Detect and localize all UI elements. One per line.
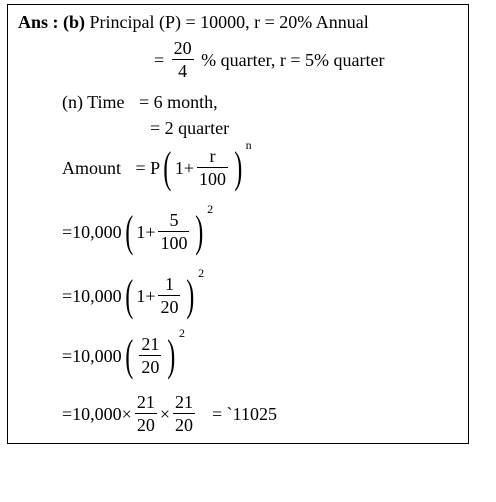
amount-label: Amount xyxy=(62,157,122,178)
amount-equals: = P xyxy=(135,157,161,178)
fraction-21-20-second xyxy=(173,391,195,436)
line-principal xyxy=(18,11,369,33)
line-step-3 xyxy=(62,326,185,380)
fraction-numerator: 21 xyxy=(136,392,155,412)
fraction-r-100 xyxy=(197,145,228,190)
fraction-denominator: 20 xyxy=(136,415,155,435)
time-value-months: = 6 month, xyxy=(139,92,218,112)
fraction-21-20 xyxy=(139,333,161,378)
line-time xyxy=(62,91,218,113)
step-prefix: =10,000 xyxy=(62,285,122,306)
fraction-denominator: 20 xyxy=(141,357,160,377)
exponent: 2 xyxy=(198,266,205,280)
solution-box xyxy=(7,4,469,444)
step-prefix: =10,000 xyxy=(62,221,122,242)
fraction-numerator: 20 xyxy=(173,38,192,58)
right-paren: ) xyxy=(186,270,195,320)
left-paren: ( xyxy=(124,330,134,380)
line-quarter-rate xyxy=(154,37,385,82)
final-result: = `11025 xyxy=(211,403,277,424)
exponent: 2 xyxy=(207,202,214,216)
fraction-denominator: 4 xyxy=(172,59,194,82)
fraction-denominator: 100 xyxy=(160,233,188,253)
one-plus: 1+ xyxy=(136,221,156,242)
fraction-1-20 xyxy=(158,273,180,318)
fraction-numerator: 21 xyxy=(174,392,193,412)
fraction-denominator: 100 xyxy=(199,169,226,189)
right-paren: ) xyxy=(167,330,176,380)
fraction-numerator: r xyxy=(209,146,216,166)
time-label: (n) Time xyxy=(62,92,125,112)
answer-prefix: Ans : xyxy=(18,12,59,32)
fraction-numerator: 21 xyxy=(141,334,160,354)
left-paren: ( xyxy=(124,270,134,320)
line-step-4 xyxy=(62,391,277,436)
fraction-20-4 xyxy=(172,37,194,82)
fraction-21-20-first xyxy=(135,391,157,436)
line-amount-formula xyxy=(62,138,252,192)
fraction-denominator: 20 xyxy=(174,415,193,435)
one-plus: 1+ xyxy=(136,285,156,306)
fraction-numerator: 5 xyxy=(169,210,179,230)
line-time-quarter xyxy=(150,117,229,139)
right-paren: ) xyxy=(234,142,243,192)
principal-text: Principal (P) = 10000, r = 20% Annual xyxy=(89,12,369,32)
quarter-rate-text: % quarter, r = 5% quarter xyxy=(201,49,385,70)
time-value-quarters: = 2 quarter xyxy=(150,118,230,138)
answer-option: (b) xyxy=(63,12,86,32)
line-step-2 xyxy=(62,266,205,320)
left-paren: ( xyxy=(124,206,134,256)
fraction-numerator: 1 xyxy=(164,274,174,294)
times-sign: × xyxy=(159,403,170,424)
exponent: 2 xyxy=(178,326,185,340)
one-plus: 1+ xyxy=(174,157,194,178)
equals-sign: = xyxy=(154,49,165,70)
line-step-1 xyxy=(62,202,214,256)
step-prefix: =10,000× xyxy=(62,403,132,424)
fraction-5-100 xyxy=(158,209,189,254)
left-paren: ( xyxy=(163,142,172,192)
exponent: n xyxy=(245,138,252,152)
right-paren: ) xyxy=(195,206,204,256)
step-prefix: =10,000 xyxy=(62,345,122,366)
fraction-denominator: 20 xyxy=(160,297,179,317)
